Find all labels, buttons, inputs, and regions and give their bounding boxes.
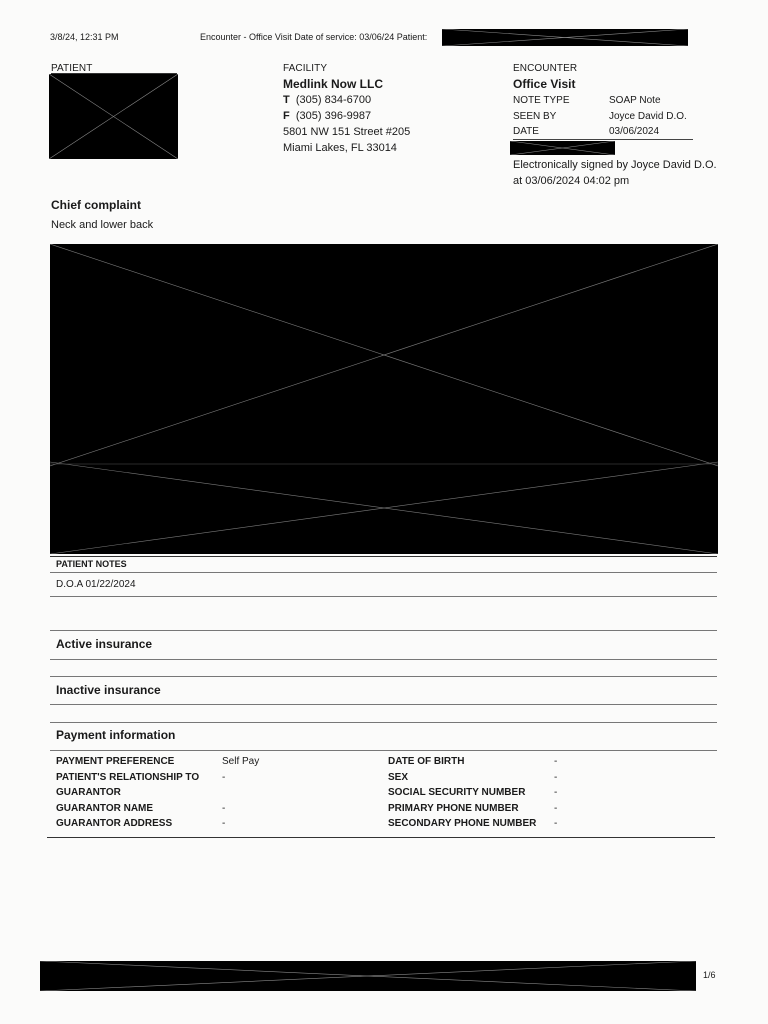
facility-label: FACILITY	[283, 63, 328, 74]
payment-key: DATE OF BIRTH	[388, 756, 465, 767]
redacted-footer	[40, 961, 696, 991]
payment-row	[388, 785, 688, 801]
active-insurance-bottom-rule	[50, 659, 717, 660]
active-insurance-top-rule	[50, 630, 717, 631]
payment-key: PATIENT'S RELATIONSHIP TO	[56, 771, 200, 783]
payment-key: GUARANTOR	[56, 787, 121, 798]
payment-bottom-rule	[47, 837, 715, 838]
payment-left-column	[56, 754, 376, 832]
signed-by-line: Electronically signed by Joyce David D.O.	[513, 159, 717, 171]
encounter-note-type-row	[513, 93, 713, 109]
payment-row	[388, 770, 688, 786]
facility-phone-row	[283, 92, 371, 108]
encounter-seen-by-row	[513, 109, 713, 125]
seen-by-value: Joyce David D.O.	[609, 110, 687, 122]
payment-value: -	[222, 818, 226, 829]
facility-fax: (305) 396-9987	[295, 110, 372, 122]
payment-key: PAYMENT PREFERENCE	[56, 756, 175, 767]
inactive-insurance-title: Inactive insurance	[56, 683, 161, 697]
payment-row	[388, 801, 688, 817]
fax-prefix: F	[283, 110, 290, 122]
payment-value: -	[222, 771, 226, 783]
payment-right-column	[388, 754, 688, 832]
payment-row	[56, 770, 376, 786]
patient-notes-top-rule	[50, 556, 717, 557]
facility-phone: (305) 834-6700	[295, 94, 372, 106]
active-insurance-title: Active insurance	[56, 637, 153, 651]
payment-value: -	[554, 756, 558, 767]
note-type-value: SOAP Note	[609, 95, 661, 106]
payment-row	[56, 816, 376, 832]
payment-row	[56, 754, 376, 770]
seen-by-key: SEEN BY	[513, 110, 557, 122]
document-header-title: Encounter - Office Visit Date of service: 03/06/24 Patient:	[200, 32, 428, 42]
date-key: DATE	[513, 126, 539, 137]
encounter-label: ENCOUNTER	[513, 63, 578, 74]
redacted-patient-name	[442, 29, 688, 46]
phone-prefix: T	[283, 94, 290, 106]
payment-value: -	[554, 818, 558, 829]
encounter-type: Office Visit	[513, 77, 576, 91]
encounter-date-row	[513, 124, 713, 140]
patient-notes-label: PATIENT NOTES	[56, 559, 127, 569]
encounter-divider	[513, 139, 693, 140]
redacted-patient-photo	[49, 74, 178, 159]
payment-key: SECONDARY PHONE NUMBER	[388, 818, 537, 829]
redacted-signature	[510, 141, 615, 155]
payment-key: GUARANTOR ADDRESS	[56, 818, 173, 829]
payment-info-top-rule	[50, 722, 717, 723]
facility-fax-row	[283, 108, 371, 124]
chief-complaint-title: Chief complaint	[51, 198, 142, 212]
payment-value: Self Pay	[222, 756, 260, 767]
patient-notes-label-rule	[50, 572, 717, 573]
payment-key: PRIMARY PHONE NUMBER	[388, 802, 519, 814]
print-timestamp: 3/8/24, 12:31 PM	[50, 32, 119, 42]
patient-notes-bottom-rule	[50, 596, 717, 597]
inactive-insurance-top-rule	[50, 676, 717, 677]
payment-value: -	[554, 787, 558, 798]
page-number: 1/6	[703, 970, 716, 980]
payment-key: SEX	[388, 771, 409, 783]
patient-label: PATIENT	[51, 63, 93, 74]
facility-address-line2: Miami Lakes, FL 33014	[283, 142, 397, 154]
payment-value: -	[554, 771, 558, 783]
payment-value: -	[554, 802, 558, 814]
chief-complaint-text: Neck and lower back	[51, 219, 154, 231]
payment-info-header-rule	[50, 750, 717, 751]
inactive-insurance-bottom-rule	[50, 704, 717, 705]
note-type-key: NOTE TYPE	[513, 95, 570, 106]
facility-name: Medlink Now LLC	[283, 77, 383, 91]
payment-value: -	[222, 802, 226, 814]
payment-row	[56, 785, 376, 801]
date-value: 03/06/2024	[609, 126, 660, 137]
redacted-clinical-notes	[50, 244, 718, 554]
facility-address-line1: 5801 NW 151 Street #205	[283, 126, 411, 138]
patient-notes-text: D.O.A 01/22/2024	[56, 579, 136, 590]
payment-info-title: Payment information	[56, 728, 176, 742]
payment-row	[388, 816, 688, 832]
payment-key: GUARANTOR NAME	[56, 802, 154, 814]
payment-row	[56, 801, 376, 817]
payment-row	[388, 754, 688, 770]
payment-key: SOCIAL SECURITY NUMBER	[388, 787, 526, 798]
encounter-details	[513, 93, 713, 140]
signed-at-line: at 03/06/2024 04:02 pm	[513, 175, 630, 187]
